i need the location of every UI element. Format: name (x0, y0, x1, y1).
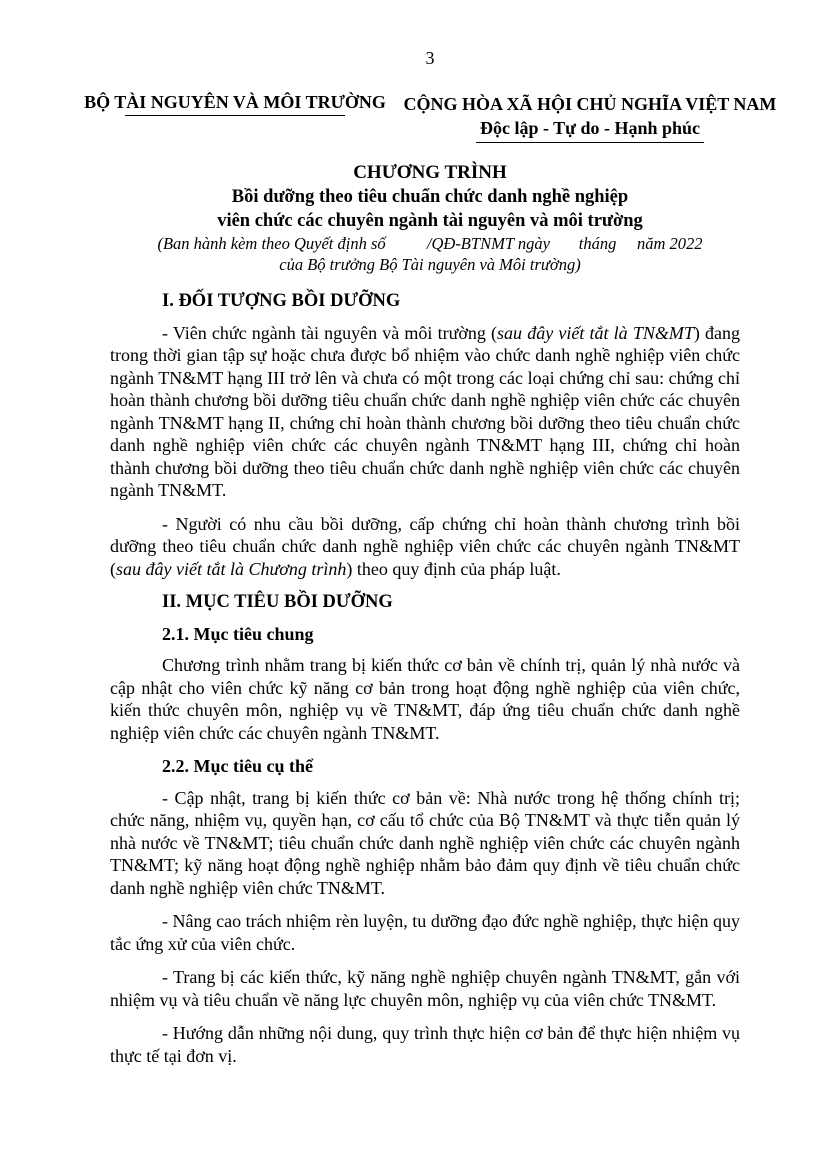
title-line-1: CHƯƠNG TRÌNH (353, 162, 507, 183)
republic-header (400, 92, 780, 143)
subsection-2-2-paragraph-2: - Nâng cao trách nhiệm rèn luyện, tu dưỡng đạo đức nghề nghiệp, thực hiện quy tắc ứng xử của viên chức. (110, 911, 740, 954)
text-run: - Viên chức ngành tài nguyên và môi trường ( (162, 322, 498, 343)
text-run: ) theo quy định của pháp luật. (346, 558, 561, 579)
page-number: 3 (425, 48, 435, 68)
title-line-5: của Bộ trưởng Bộ Tài nguyên và Môi trường) (279, 255, 581, 274)
subsection-2-2-heading: 2.2. Mục tiêu cụ thể (162, 756, 313, 776)
national-motto: Độc lập - Tự do - Hạnh phúc (476, 116, 704, 143)
text-run: ) đang trong thời gian tập sự hoặc chưa được bổ nhiệm vào chức danh nghề nghiệp viên chức ngành TN&MT hạng III trở lên và chưa có một trong các loại chứng chỉ sau: chứng chỉ hoàn thành chương bồi dưỡng tiêu chuẩn chức danh nghề nghiệp viên chức các chuyên ngành TN&MT hạng II, chứng chỉ hoàn thành chương bồi dưỡng theo tiêu chuẩn chức danh nghề nghiệp viên chức các chuyên ngành TN&MT hạng III, chứng chỉ hoàn thành chương bồi dưỡng theo tiêu chuẩn chức danh nghề nghiệp viên chức các chuyên ngành TN&MT. (110, 322, 741, 500)
republic-name: CỘNG HÒA XÃ HỘI CHỦ NGHĨA VIỆT NAM (403, 94, 777, 114)
ministry-underline (125, 115, 345, 116)
subsection-2-2-paragraph-4: - Hướng dẫn những nội dung, quy trình thực hiện cơ bản để thực hiện nhiệm vụ thực tế tại đơn vị. (110, 1023, 740, 1066)
section-2-heading: II. MỤC TIÊU BỒI DƯỠNG (162, 592, 393, 612)
title-line-3: viên chức các chuyên ngành tài nguyên và môi trường (217, 211, 643, 231)
italic-run: sau đây viết tắt là Chương trình (116, 558, 347, 579)
italic-run: sau đây viết tắt là TN&MT (497, 322, 694, 343)
subsection-2-2-paragraph-3: - Trang bị các kiến thức, kỹ năng nghề nghiệp chuyên ngành TN&MT, gắn với nhiệm vụ và tiêu chuẩn về năng lực chuyên môn, nghiệp vụ của viên chức TN&MT. (110, 967, 740, 1010)
title-line-4: (Ban hành kèm theo Quyết định số /QĐ-BTNMT ngày tháng năm 2022 (157, 234, 703, 253)
section-1-heading: I. ĐỐI TƯỢNG BỒI DƯỠNG (162, 291, 401, 311)
document-body (110, 290, 740, 1078)
text-run: - Người có nhu cầu bồi dưỡng, cấp chứng chỉ hoàn thành chương trình bồi dưỡng theo tiêu chuẩn chức danh nghề nghiệp viên chức các chuyên ngành TN&MT ( (110, 513, 740, 579)
subsection-2-1-paragraph: Chương trình nhằm trang bị kiến thức cơ bản về chính trị, quản lý nhà nước và cập nhật cho viên chức kỹ năng cơ bản trong hoạt động nghề nghiệp của viên chức, kiến thức chuyên môn, nghiệp vụ về TN&MT, đáp ứng tiêu chuẩn chức danh nghề nghiệp viên chức các chuyên ngành TN&MT. (110, 655, 740, 743)
section-1-paragraph-2 (110, 513, 740, 581)
title-line-2: Bồi dưỡng theo tiêu chuẩn chức danh nghề nghiệp (231, 187, 629, 207)
subsection-2-2-paragraph-1: - Cập nhật, trang bị kiến thức cơ bản về: Nhà nước trong hệ thống chính trị; chức năng, nhiệm vụ, quyền hạn, cơ cấu tổ chức của Bộ TN&MT và thực tiễn quản lý nhà nước về TN&MT; tiêu chuẩn chức danh nghề nghiệp viên chức các chuyên ngành TN&MT; kỹ năng hoạt động nghề nghiệp nhằm bảo đảm quy định về tiêu chuẩn chức danh nghề nghiệp viên chức TN&MT. (110, 787, 740, 898)
ministry-name: BỘ TÀI NGUYÊN VÀ MÔI TRƯỜNG (84, 92, 386, 112)
subsection-2-1-heading: 2.1. Mục tiêu chung (162, 623, 314, 644)
section-1-paragraph-1 (110, 322, 740, 502)
ministry-header (80, 92, 390, 116)
document-title (80, 161, 780, 275)
